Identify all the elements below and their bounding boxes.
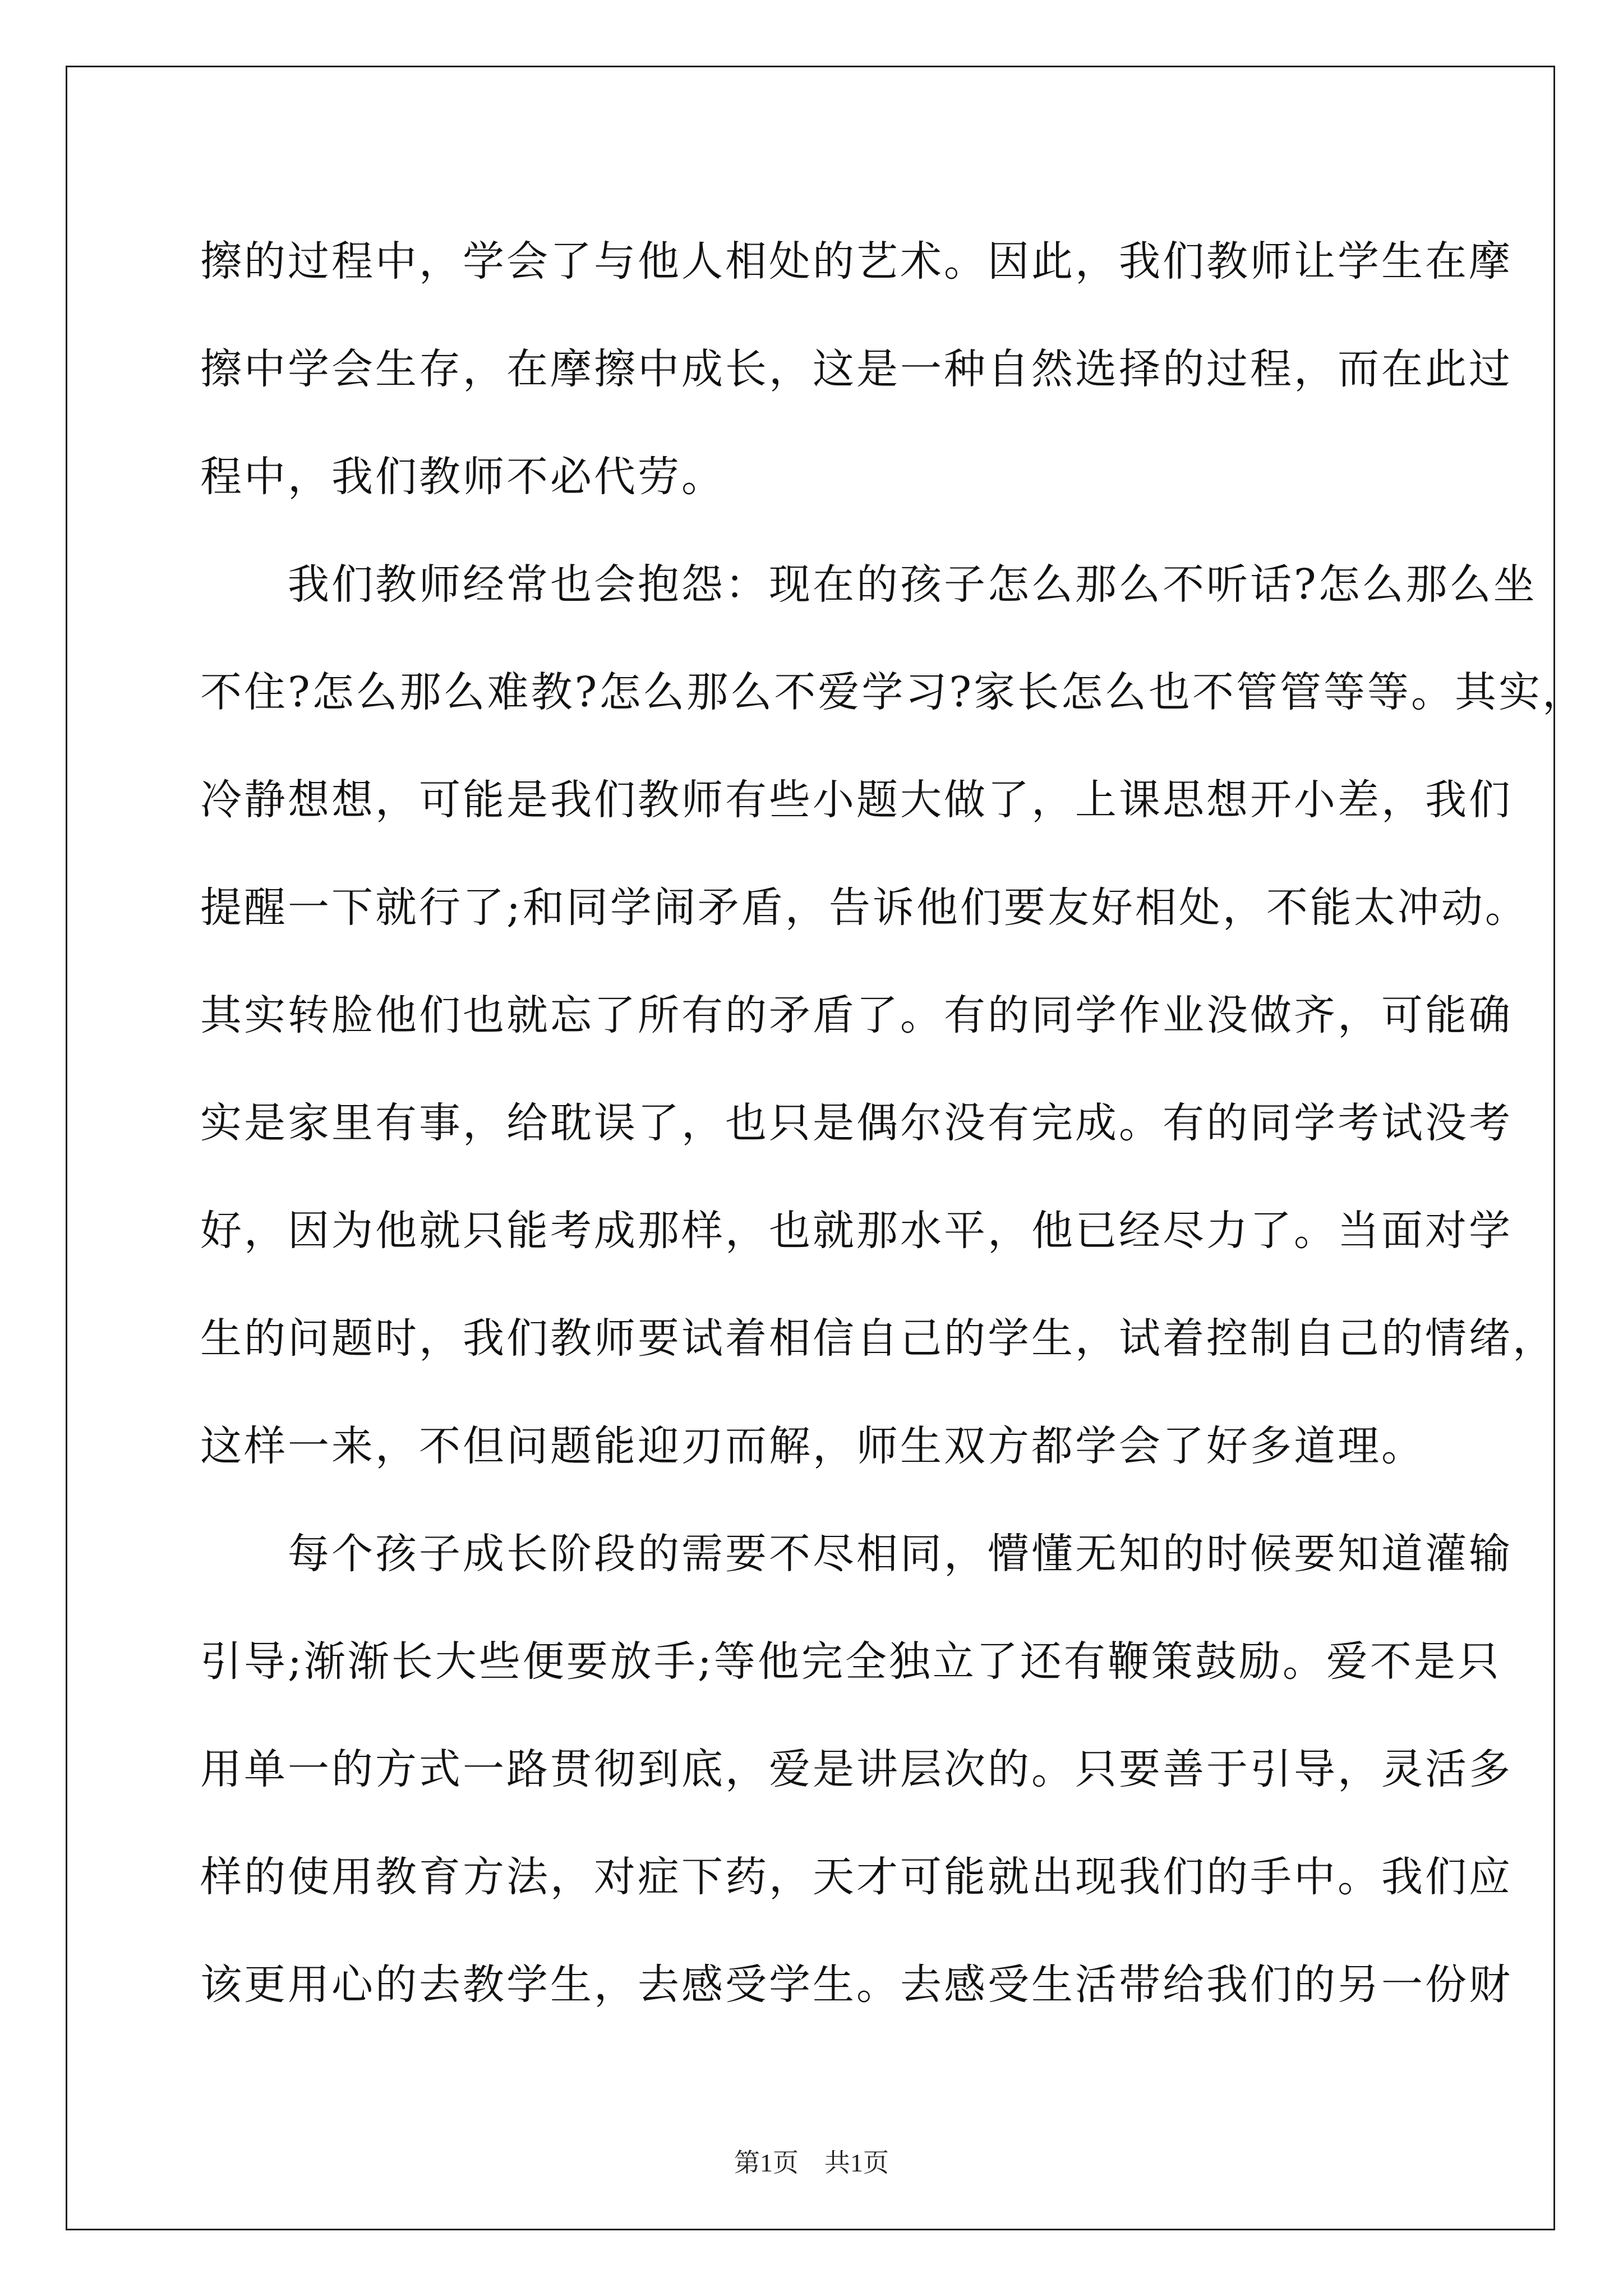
text-line: 提醒一下就行了;和同学闹矛盾，告诉他们要友好相处，不能太冲动。 [200, 884, 1529, 932]
text-line: 冷静想想，可能是我们教师有些小题大做了，上课思想开小差，我们 [200, 776, 1513, 824]
page-number-footer: 第1页 共1页 [734, 2148, 889, 2177]
text-line: 生的问题时，我们教师要试着相信自己的学生，试着控制自己的情绪， [200, 1314, 1556, 1363]
text-line: 不住?怎么那么难教?怎么那么不爱学习?家长怎么也不管管等等。其实， [200, 668, 1587, 716]
document-body [200, 208, 1587, 2039]
text-line: 样的使用教育方法，对症下药，天才可能就出现我们的手中。我们应 [200, 1853, 1513, 1901]
text-line: 擦的过程中，学会了与他人相处的艺术。因此，我们教师让学生在摩 [200, 237, 1513, 286]
text-line: 程中，我们教师不必代劳。 [200, 453, 725, 501]
text-line: 引导;渐渐长大些便要放手;等他完全独立了还有鞭策鼓励。爱不是只 [200, 1637, 1501, 1686]
text-line: 这样一来，不但问题能迎刃而解，师生双方都学会了好多道理。 [200, 1422, 1425, 1470]
text-line: 其实转脸他们也就忘了所有的矛盾了。有的同学作业没做齐，可能确 [200, 991, 1513, 1039]
text-line: 擦中学会生存，在摩擦中成长，这是一种自然选择的过程，而在此过 [200, 345, 1513, 393]
text-line: 该更用心的去教学生，去感受学生。去感受生活带给我们的另一份财 [200, 1961, 1513, 2009]
paragraph-start-line: 我们教师经常也会抱怨：现在的孩子怎么那么不听话?怎么那么坐 [200, 560, 1537, 609]
text-line: 好，因为他就只能考成那样，也就那水平，他已经尽力了。当面对学 [200, 1207, 1513, 1255]
paragraph-start-line: 每个孩子成长阶段的需要不尽相同，懵懂无知的时候要知道灌输 [200, 1530, 1513, 1578]
text-line: 用单一的方式一路贯彻到底，爱是讲层次的。只要善于引导，灵活多 [200, 1745, 1513, 1793]
text-line: 实是家里有事，给耽误了，也只是偶尔没有完成。有的同学考试没考 [200, 1099, 1513, 1147]
